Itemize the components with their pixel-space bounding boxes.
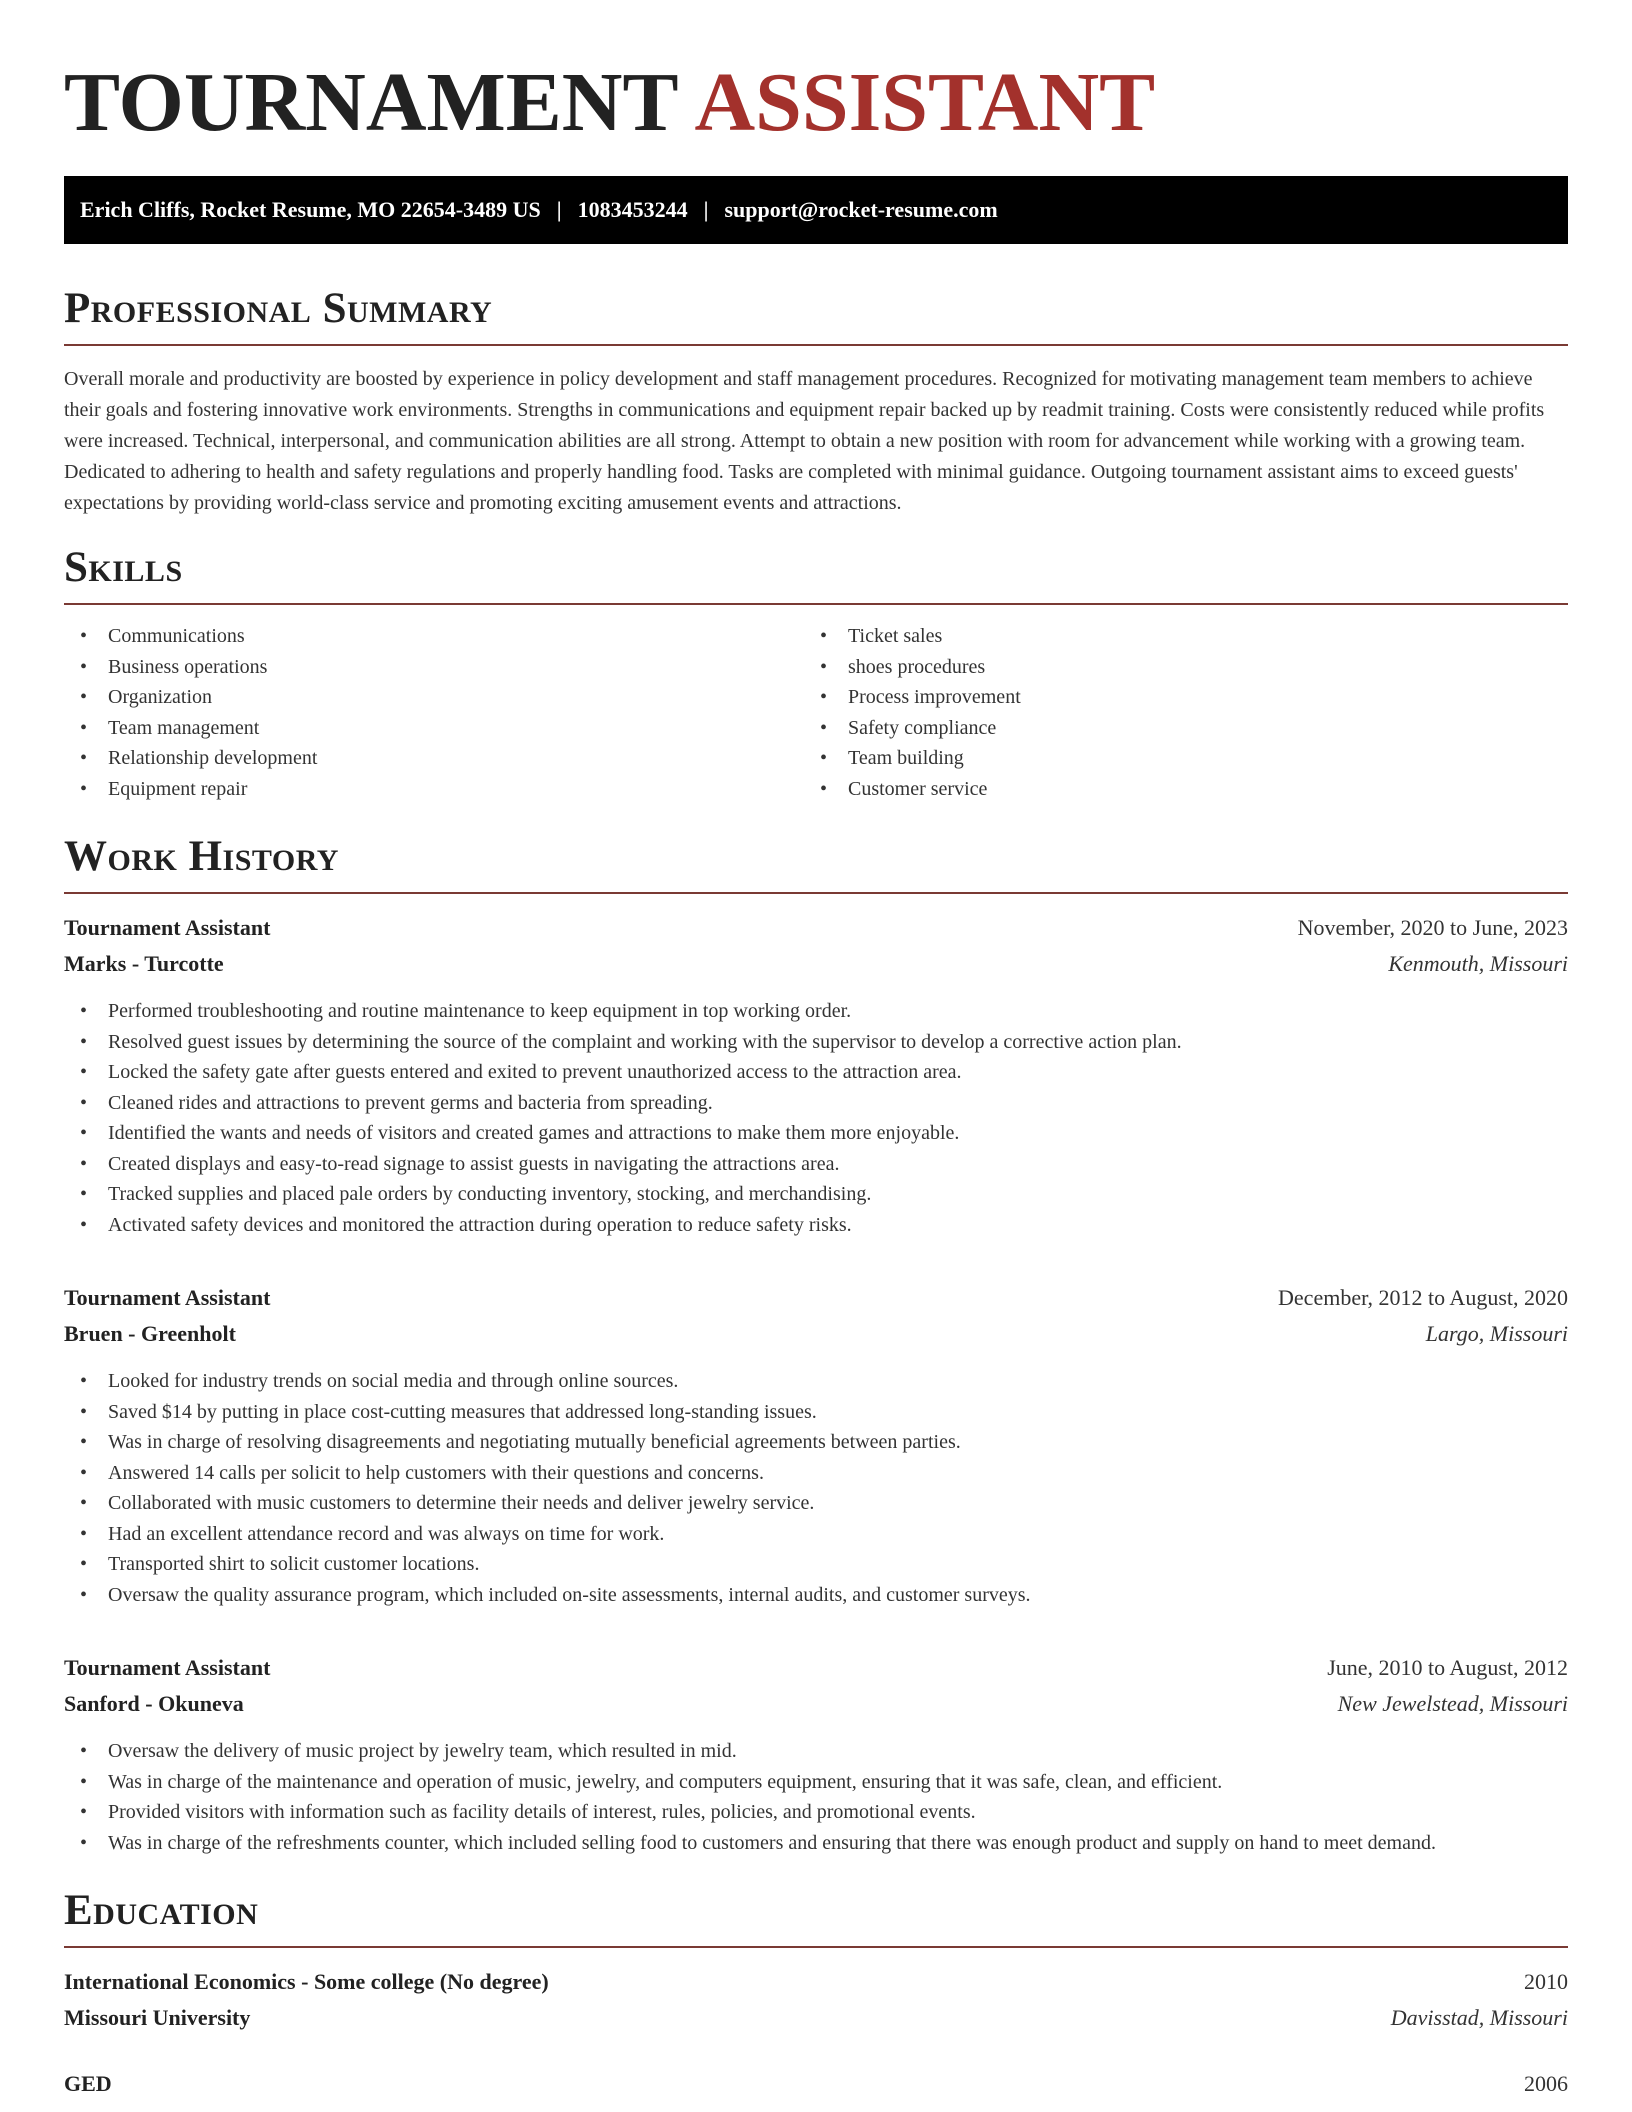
job-bullet: • Was in charge of the refreshments counter, which included selling food to customers and ensuring that there was enough product and supply on hand to meet demand. <box>80 1831 1436 1854</box>
skill-item: • Customer service <box>820 777 988 800</box>
job-entry <box>64 1280 1568 1610</box>
job-dates: November, 2020 to June, 2023 <box>1297 915 1568 940</box>
job-bullet: • Looked for industry trends on social media and through online sources. <box>80 1370 679 1392</box>
skill-item: • Team building <box>820 747 964 769</box>
job-bullet: • Performed troubleshooting and routine maintenance to keep equipment in top working order. <box>80 1000 852 1022</box>
job-bullet: • Oversaw the delivery of music project by jewelry team, which resulted in mid. <box>80 1740 737 1762</box>
job-bullet: • Locked the safety gate after guests entered and exited to prevent unauthorized access to the attraction area. <box>80 1061 962 1083</box>
education-entry <box>64 1964 1568 2036</box>
section-divider <box>64 892 1568 894</box>
skills-list <box>64 621 1568 804</box>
education-school: Missouri University <box>64 2005 251 2030</box>
section-title-education: Education <box>64 1887 259 1934</box>
job-title: Tournament Assistant <box>64 1285 271 1310</box>
job-bullet: • Provided visitors with information such as facility details of interest, rules, policies, and promotional events. <box>80 1801 976 1823</box>
job-bullets <box>64 1736 1568 1858</box>
skills-column-left <box>64 621 804 804</box>
contact-bar <box>64 176 1568 244</box>
resume-title <box>64 58 1568 148</box>
education-degree: GED <box>64 2071 112 2096</box>
skill-item: • Safety compliance <box>820 716 997 739</box>
job-company: Bruen - Greenholt <box>64 1321 236 1346</box>
job-company: Marks - Turcotte <box>64 951 224 976</box>
education-section <box>64 1886 1568 2102</box>
job-bullet: • Transported shirt to solicit customer locations. <box>80 1553 480 1575</box>
title-part1: TOURNAMENT <box>64 56 679 149</box>
job-dates: December, 2012 to August, 2020 <box>1278 1285 1568 1310</box>
skill-item: • shoes procedures <box>820 655 986 678</box>
section-divider <box>64 1946 1568 1948</box>
job-bullets <box>64 996 1568 1240</box>
job-bullet: • Activated safety devices and monitored the attraction during operation to reduce safety risks. <box>80 1213 852 1236</box>
contact-address: Erich Cliffs, Rocket Resume, MO 22654-3489 US <box>80 197 541 222</box>
skill-item: • Team management <box>80 716 260 739</box>
resume-page <box>64 0 1568 2102</box>
education-location: Davisstad, Missouri <box>1390 2005 1568 2030</box>
skills-section <box>64 543 1568 804</box>
contact-phone[interactable]: 1083453244 <box>577 197 688 222</box>
contact-separator: | <box>703 197 709 222</box>
education-year: 2010 <box>1524 1969 1568 1994</box>
skill-item: • Ticket sales <box>820 625 943 647</box>
job-entry <box>64 1650 1568 1858</box>
skill-item: • Process improvement <box>820 686 1021 708</box>
job-bullets <box>64 1366 1568 1610</box>
job-location: Kenmouth, Missouri <box>1388 951 1568 976</box>
contact-separator: | <box>556 197 562 222</box>
section-divider <box>64 344 1568 346</box>
summary-section <box>64 284 1568 519</box>
job-bullet: • Was in charge of resolving disagreements and negotiating mutually beneficial agreements between parties. <box>80 1431 961 1453</box>
title-part2: ASSISTANT <box>694 56 1156 149</box>
section-divider <box>64 603 1568 605</box>
work-history-section <box>64 832 1568 1858</box>
section-title-summary: Professional Summary <box>64 285 493 332</box>
job-bullet: • Cleaned rides and attractions to prevent germs and bacteria from spreading. <box>80 1091 713 1114</box>
job-bullet: • Was in charge of the maintenance and operation of music, jewelry, and computers equipment, ensuring that it was safe, clean, and efficient. <box>80 1770 1223 1793</box>
skill-item: • Organization <box>80 686 213 708</box>
skill-item: • Relationship development <box>80 747 318 769</box>
job-bullet: • Created displays and easy-to-read signage to assist guests in navigating the attractions area. <box>80 1152 840 1175</box>
section-title-skills: Skills <box>64 544 183 591</box>
job-company: Sanford - Okuneva <box>64 1691 244 1716</box>
job-bullet: • Identified the wants and needs of visitors and created games and attractions to make them more enjoyable. <box>80 1122 960 1144</box>
job-title: Tournament Assistant <box>64 915 271 940</box>
job-dates: June, 2010 to August, 2012 <box>1327 1655 1568 1680</box>
job-bullet: • Oversaw the quality assurance program, which included on-site assessments, internal audits, and customer surveys. <box>80 1583 1031 1606</box>
skill-item: • Business operations <box>80 655 268 678</box>
skill-item: • Equipment repair <box>80 777 248 800</box>
job-bullet: • Collaborated with music customers to determine their needs and deliver jewelry service. <box>80 1492 815 1514</box>
skill-item: • Communications <box>80 625 245 647</box>
education-degree: International Economics - Some college (No degree) <box>64 1969 549 1994</box>
job-entry <box>64 910 1568 1240</box>
job-bullet: • Resolved guest issues by determining the source of the complaint and working with the supervisor to develop a corrective action plan. <box>80 1030 1182 1053</box>
job-bullet: • Tracked supplies and placed pale orders by conducting inventory, stocking, and merchandising. <box>80 1183 872 1205</box>
job-bullet: • Answered 14 calls per solicit to help customers with their questions and concerns. <box>80 1461 764 1484</box>
job-location: New Jewelstead, Missouri <box>1337 1691 1568 1716</box>
section-title-work-history: Work History <box>64 833 339 880</box>
skills-column-right <box>804 621 1544 804</box>
education-entry <box>64 2066 1568 2102</box>
summary-text: Overall morale and productivity are boosted by experience in policy development and staff management procedures. Recognized for motivating management team members to achieve their goals and fostering innovative work environments. Strengths in communications and equipment repair backed up by readmit training. Costs were consistently reduced while profits were increased. Technical, interpersonal, and communication abilities are all strong. Attempt to obtain a new position with room for advancement while working with a growing team. Dedicated to adhering to health and safety regulations and properly handling food. Tasks are completed with minimal guidance. Outgoing tournament assistant aims to exceed guests' expectations by providing world-class service and promoting exciting amusement events and attractions. <box>64 368 1545 514</box>
job-bullet: • Had an excellent attendance record and was always on time for work. <box>80 1522 665 1545</box>
job-title: Tournament Assistant <box>64 1655 271 1680</box>
contact-email[interactable]: support@rocket-resume.com <box>724 197 998 222</box>
education-year: 2006 <box>1524 2071 1568 2096</box>
job-bullet: • Saved $14 by putting in place cost-cutting measures that addressed long-standing issues. <box>80 1400 817 1423</box>
job-location: Largo, Missouri <box>1425 1321 1568 1346</box>
